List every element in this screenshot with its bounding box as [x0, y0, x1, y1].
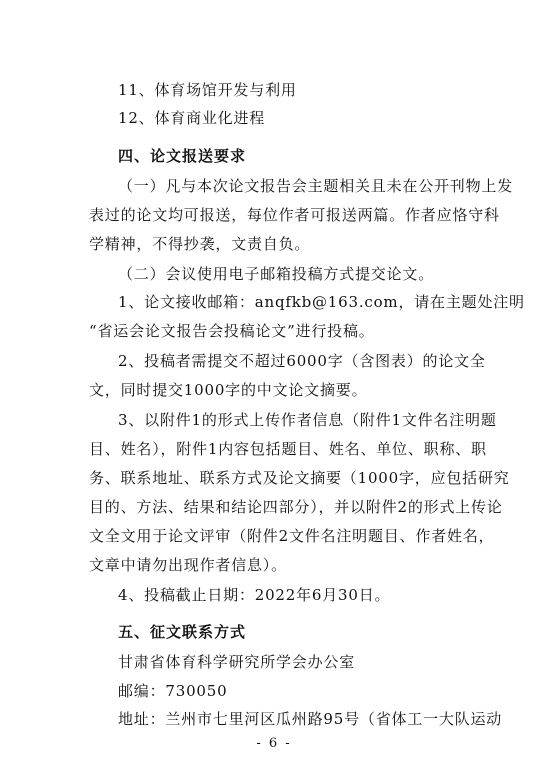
paragraph-line: 目、姓名），附件1内容包括题目、姓名、单位、职称、职	[89, 440, 487, 458]
contact-postcode: 邮编：730050	[118, 682, 228, 700]
list-item-11: 11、体育场馆开发与利用	[118, 81, 297, 99]
paragraph-line: 2、投稿者需提交不超过6000字（含图表）的论文全	[118, 352, 486, 370]
paragraph-line: 学精神，不得抄袭，文责自负。	[89, 235, 311, 253]
paragraph-line: 文章中请勿出现作者信息）。	[89, 556, 287, 574]
paragraph-line: 3、以附件1的形式上传作者信息（附件1文件名注明题	[118, 411, 497, 429]
page-number: - 6 -	[256, 736, 292, 751]
paragraph-line: 目的、方法、结果和结论四部分），并以附件2的形式上传论	[89, 498, 503, 516]
section-five-heading: 五、征文联系方式	[118, 623, 247, 641]
contact-address: 地址：兰州市七里河区瓜州路95号（省体工一大队运动	[118, 710, 503, 728]
paragraph-line: （一）凡与本次论文报告会主题相关且未在公开刊物上发	[118, 177, 514, 195]
paragraph-line: 4、投稿截止日期：2022年6月30日。	[118, 586, 391, 604]
list-item-12: 12、体育商业化进程	[118, 109, 266, 127]
paragraph-line: 1、论文接收邮箱：anqfkb@163.com，请在主题处注明	[118, 293, 525, 311]
paragraph-line: 文，同时提交1000字的中文论文摘要。	[89, 381, 368, 399]
paragraph-line: （二）会议使用电子邮箱投稿方式提交论文。	[118, 265, 435, 283]
paragraph-line: 务、联系地址、联系方式及论文摘要（1000字，应包括研究	[89, 469, 510, 487]
paragraph-line: “省运会论文报告会投稿论文”进行投稿。	[89, 322, 375, 340]
contact-organization: 甘肃省体育科学研究所学会办公室	[118, 653, 356, 671]
paragraph-line: 文全文用于论文评审（附件2文件名注明题目、作者姓名，	[89, 527, 495, 545]
paragraph-line: 表过的论文均可报送，每位作者可报送两篇。作者应恪守科	[89, 206, 500, 224]
section-four-heading: 四、论文报送要求	[118, 147, 247, 165]
